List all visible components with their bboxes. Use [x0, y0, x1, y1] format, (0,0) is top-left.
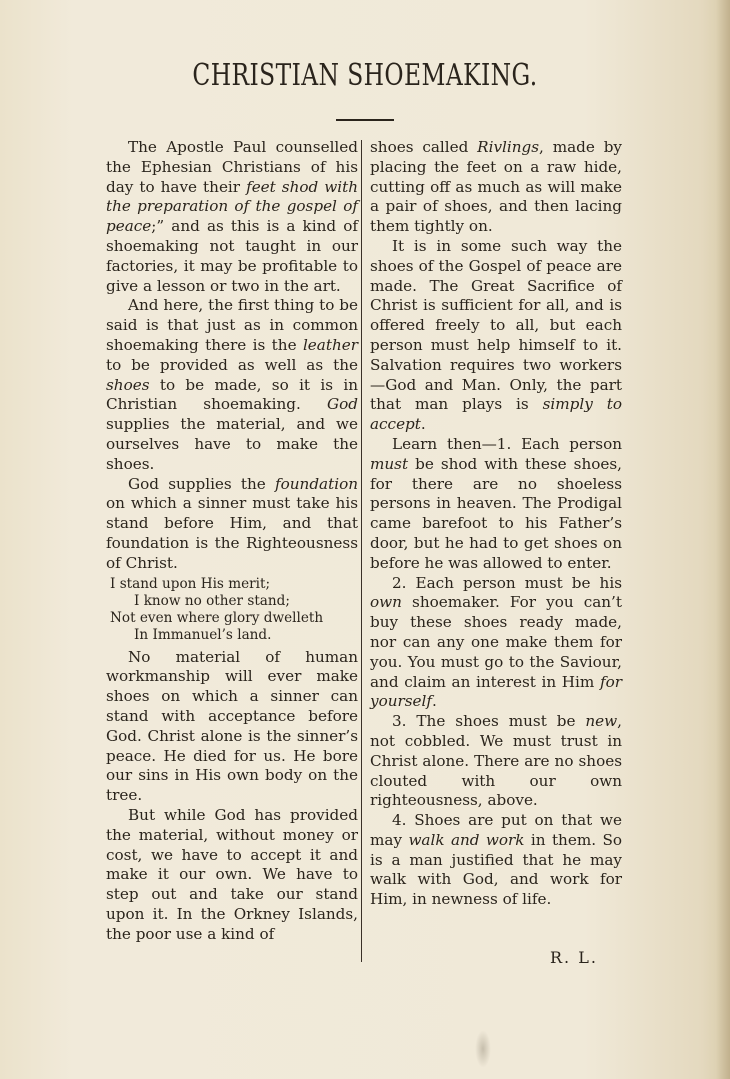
author-signature: R. L. [550, 948, 598, 967]
title-rule [336, 119, 394, 121]
paragraph: But while God has provided the material, without money or cost, we have to accept it and make it our own. We have to step out and take our stand upon it. In the Orkney Islands, the poor use a kind of [106, 805, 358, 943]
paper-edge [716, 0, 730, 1079]
left-column [106, 138, 358, 944]
right-column [370, 138, 622, 910]
column-divider [361, 140, 362, 962]
paragraph: God supplies the foundation on which a sinner must take his stand before Him, and that foundation is the Righteousness of Christ. [106, 474, 358, 572]
paragraph: The Apostle Paul counselled the Ephesian Christians of his day to have their feet shod with the preparation of the gospel of peace;” and as this is a kind of shoemaking not taught in our factories, it may be profitable to give a lesson or two in the art. [106, 138, 358, 295]
paragraph: No material of human workmanship will ever make shoes on which a sinner can stand with acceptance before God. Christ alone is the sinner’s peace. He died for us. He bore our sins in His own body on the tree. [106, 647, 358, 805]
poem-line: Not even where glory dwelleth [110, 609, 324, 626]
paragraph: It is in some such way the shoes of the Gospel of peace are made. The Great Sacrifice of Christ is sufficient for all, and is offered freely to all, but each person must help himself to it. Salvation requires two workers—God and Man. Only, the part that man plays is simply to accept. [370, 236, 623, 434]
hymn-quote [106, 576, 358, 644]
poem-line: I stand upon His merit; [110, 575, 271, 592]
paragraph: 4. Shoes are put on that we may walk and work in them. So is a man justified that he may walk with God, and work for Him, in newness of life. [370, 811, 622, 909]
paragraph: 3. The shoes must be new, not cobbled. We must trust in Christ alone. There are no shoes clouted with our own righteousness, above. [370, 712, 622, 810]
paragraph: shoes called Rivlings, made by placing the feet on a raw hide, cutting off as much as will make a pair of shoes, and then lacing them tightly on. [370, 138, 622, 236]
paragraph: And here, the first thing to be said is that just as in common shoemaking there is the leather to be provided as well as the shoes to be made, so it is in Christian shoemaking. God supplies the material, and we ourselves have to make the shoes. [106, 296, 358, 473]
poem-line: I know no other stand; [134, 592, 290, 609]
poem-line: In Immanuel’s land. [134, 626, 272, 643]
paragraph: Learn then—1. Each person must be shod with these shoes, for there are no shoeless persons in heaven. The Prodigal came barefoot to his Father’s door, but he had to get shoes on before he was allowed to enter. [370, 434, 622, 572]
paper-smudge [475, 1030, 491, 1068]
paragraph: 2. Each person must be his own shoemaker. For you can’t buy these shoes ready made, nor can any one make them for you. You must go to the Saviour, and claim an interest in Him for yourself. [370, 573, 622, 711]
page-title: CHRISTIAN SHOEMAKING. [192, 58, 538, 93]
